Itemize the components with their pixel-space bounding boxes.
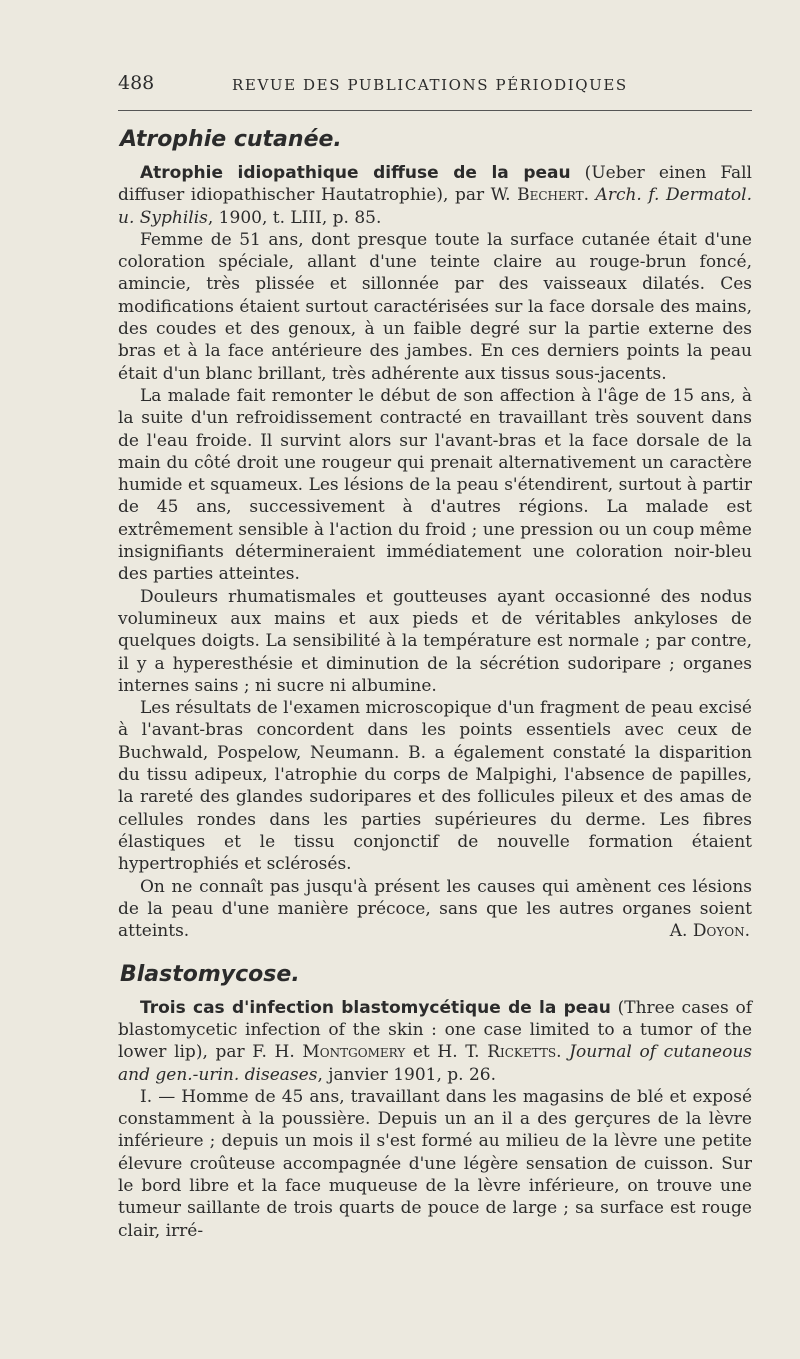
author-name: Montgomery: [302, 1042, 406, 1063]
signature: A. Doyon.: [669, 921, 750, 942]
section-title-atrophie: Atrophie cutanée.: [120, 127, 342, 152]
running-head: REVUE DES PUBLICATIONS PÉRIODIQUES: [232, 76, 628, 94]
article-citation: Atrophie idiopathique diffuse de la peau (Ueber einen Fall diffuser idiopathischer Hautatrophie), par W. Bechert. Arch. f. Dermatol. u. Syphilis, 1900, t. LIII, p. 85.: [118, 163, 752, 228]
article-citation: Trois cas d'infection blastomycétique de la peau (Three cases of blastomycetic infection of the skin : one case limited to a tumor of the lower lip), par F. H. Montgomery et H. T. Ricketts. Journal of cutaneous and gen.-urin. diseases, janvier 1901, p. 26.: [118, 997, 752, 1085]
page-header: [118, 72, 752, 98]
article-title: Atrophie idiopathique diffuse de la peau: [140, 163, 571, 183]
paragraph: Les résultats de l'examen microscopique d'un fragment de peau excisé à l'avant-bras concordent dans les points essentiels avec ceux de Buchwald, Pospelow, Neumann. B. a également constaté la disparition du tissu adipeux, l'atrophie du corps de Malpighi, l'absence de papilles, la rareté des glandes sudoripares et des follicules pileux et des amas de cellules rondes dans les parties supérieures du derme. Les fibres élastiques et le tissu conjonctif de nouvelle formation étaient hypertrophiés et sclérosés.: [118, 698, 752, 875]
header-rule: [118, 110, 752, 111]
author-name: Ricketts: [487, 1042, 557, 1063]
journal-name: Journal of cutaneous and gen.-urin. diseases: [118, 1042, 752, 1085]
paragraph: Douleurs rhumatismales et goutteuses ayant occasionné des nodus volumineux aux mains et aux pieds et de véritables ankyloses de quelques doigts. La sensibilité à la température est normale ; par contre, il y a hyperesthésie et diminution de la sécrétion sudoripare ; organes internes sains ; ni sucre ni albumine.: [118, 586, 752, 696]
paragraph: I. — Homme de 45 ans, travaillant dans les magasins de blé et exposé constamment à la poussière. Depuis un an il a des gerçures de la lèvre inférieure ; depuis un mois il s'est formé au milieu de la lèvre une petite élevure croûteuse accompagnée d'une légère sensation de cuisson. Sur le bord libre et la face muqueuse de la lèvre inférieure, on trouve une tumeur saillante de trois quarts de pouce de large ; sa surface est rouge clair, irré-: [118, 1086, 752, 1241]
paragraph: La malade fait remonter le début de son affection à l'âge de 15 ans, à la suite d'un refroidissement contracté en travaillant très souvent dans de l'eau froide. Il survint alors sur l'avant-bras et la face dorsale de la main du côté droit une rougeur qui prenait alternativement un caractère humide et squameux. Les lésions de la peau s'étendirent, surtout à partir de 45 ans, successivement à d'autres régions. La malade est extrêmement sensible à l'action du froid ; une pression ou un coup même insignifiants détermineraient immédiatement une coloration noir-bleu des parties atteintes.: [118, 385, 752, 585]
paragraph: Femme de 51 ans, dont presque toute la surface cutanée était d'une coloration spéciale, allant d'une teinte claire au rouge-brun foncé, amincie, très plissée et sillonnée par des vaisseaux dilatés. Ces modifications étaient surtout caractérisées sur la face dorsale des mains, des coudes et des genoux, à un faible degré sur la partie externe des bras et à la face antérieure des jambes. En ces derniers points la peau était d'un blanc brillant, très adhérente aux tissus sous-jacents.: [118, 229, 752, 384]
article-title: Trois cas d'infection blastomycétique de la peau: [140, 997, 611, 1018]
page-content: [118, 122, 752, 1242]
journal-name: Arch. f. Dermatol. u. Syphilis: [118, 185, 752, 228]
section-title-blastomycose: Blastomycose.: [120, 961, 300, 987]
page-number: 488: [118, 72, 155, 94]
author-name: Bechert: [517, 185, 584, 206]
paragraph: On ne connaît pas jusqu'à présent les causes qui amènent ces lésions de la peau d'une manière précoce, sans que les autres organes soient atteints.: [118, 876, 752, 942]
